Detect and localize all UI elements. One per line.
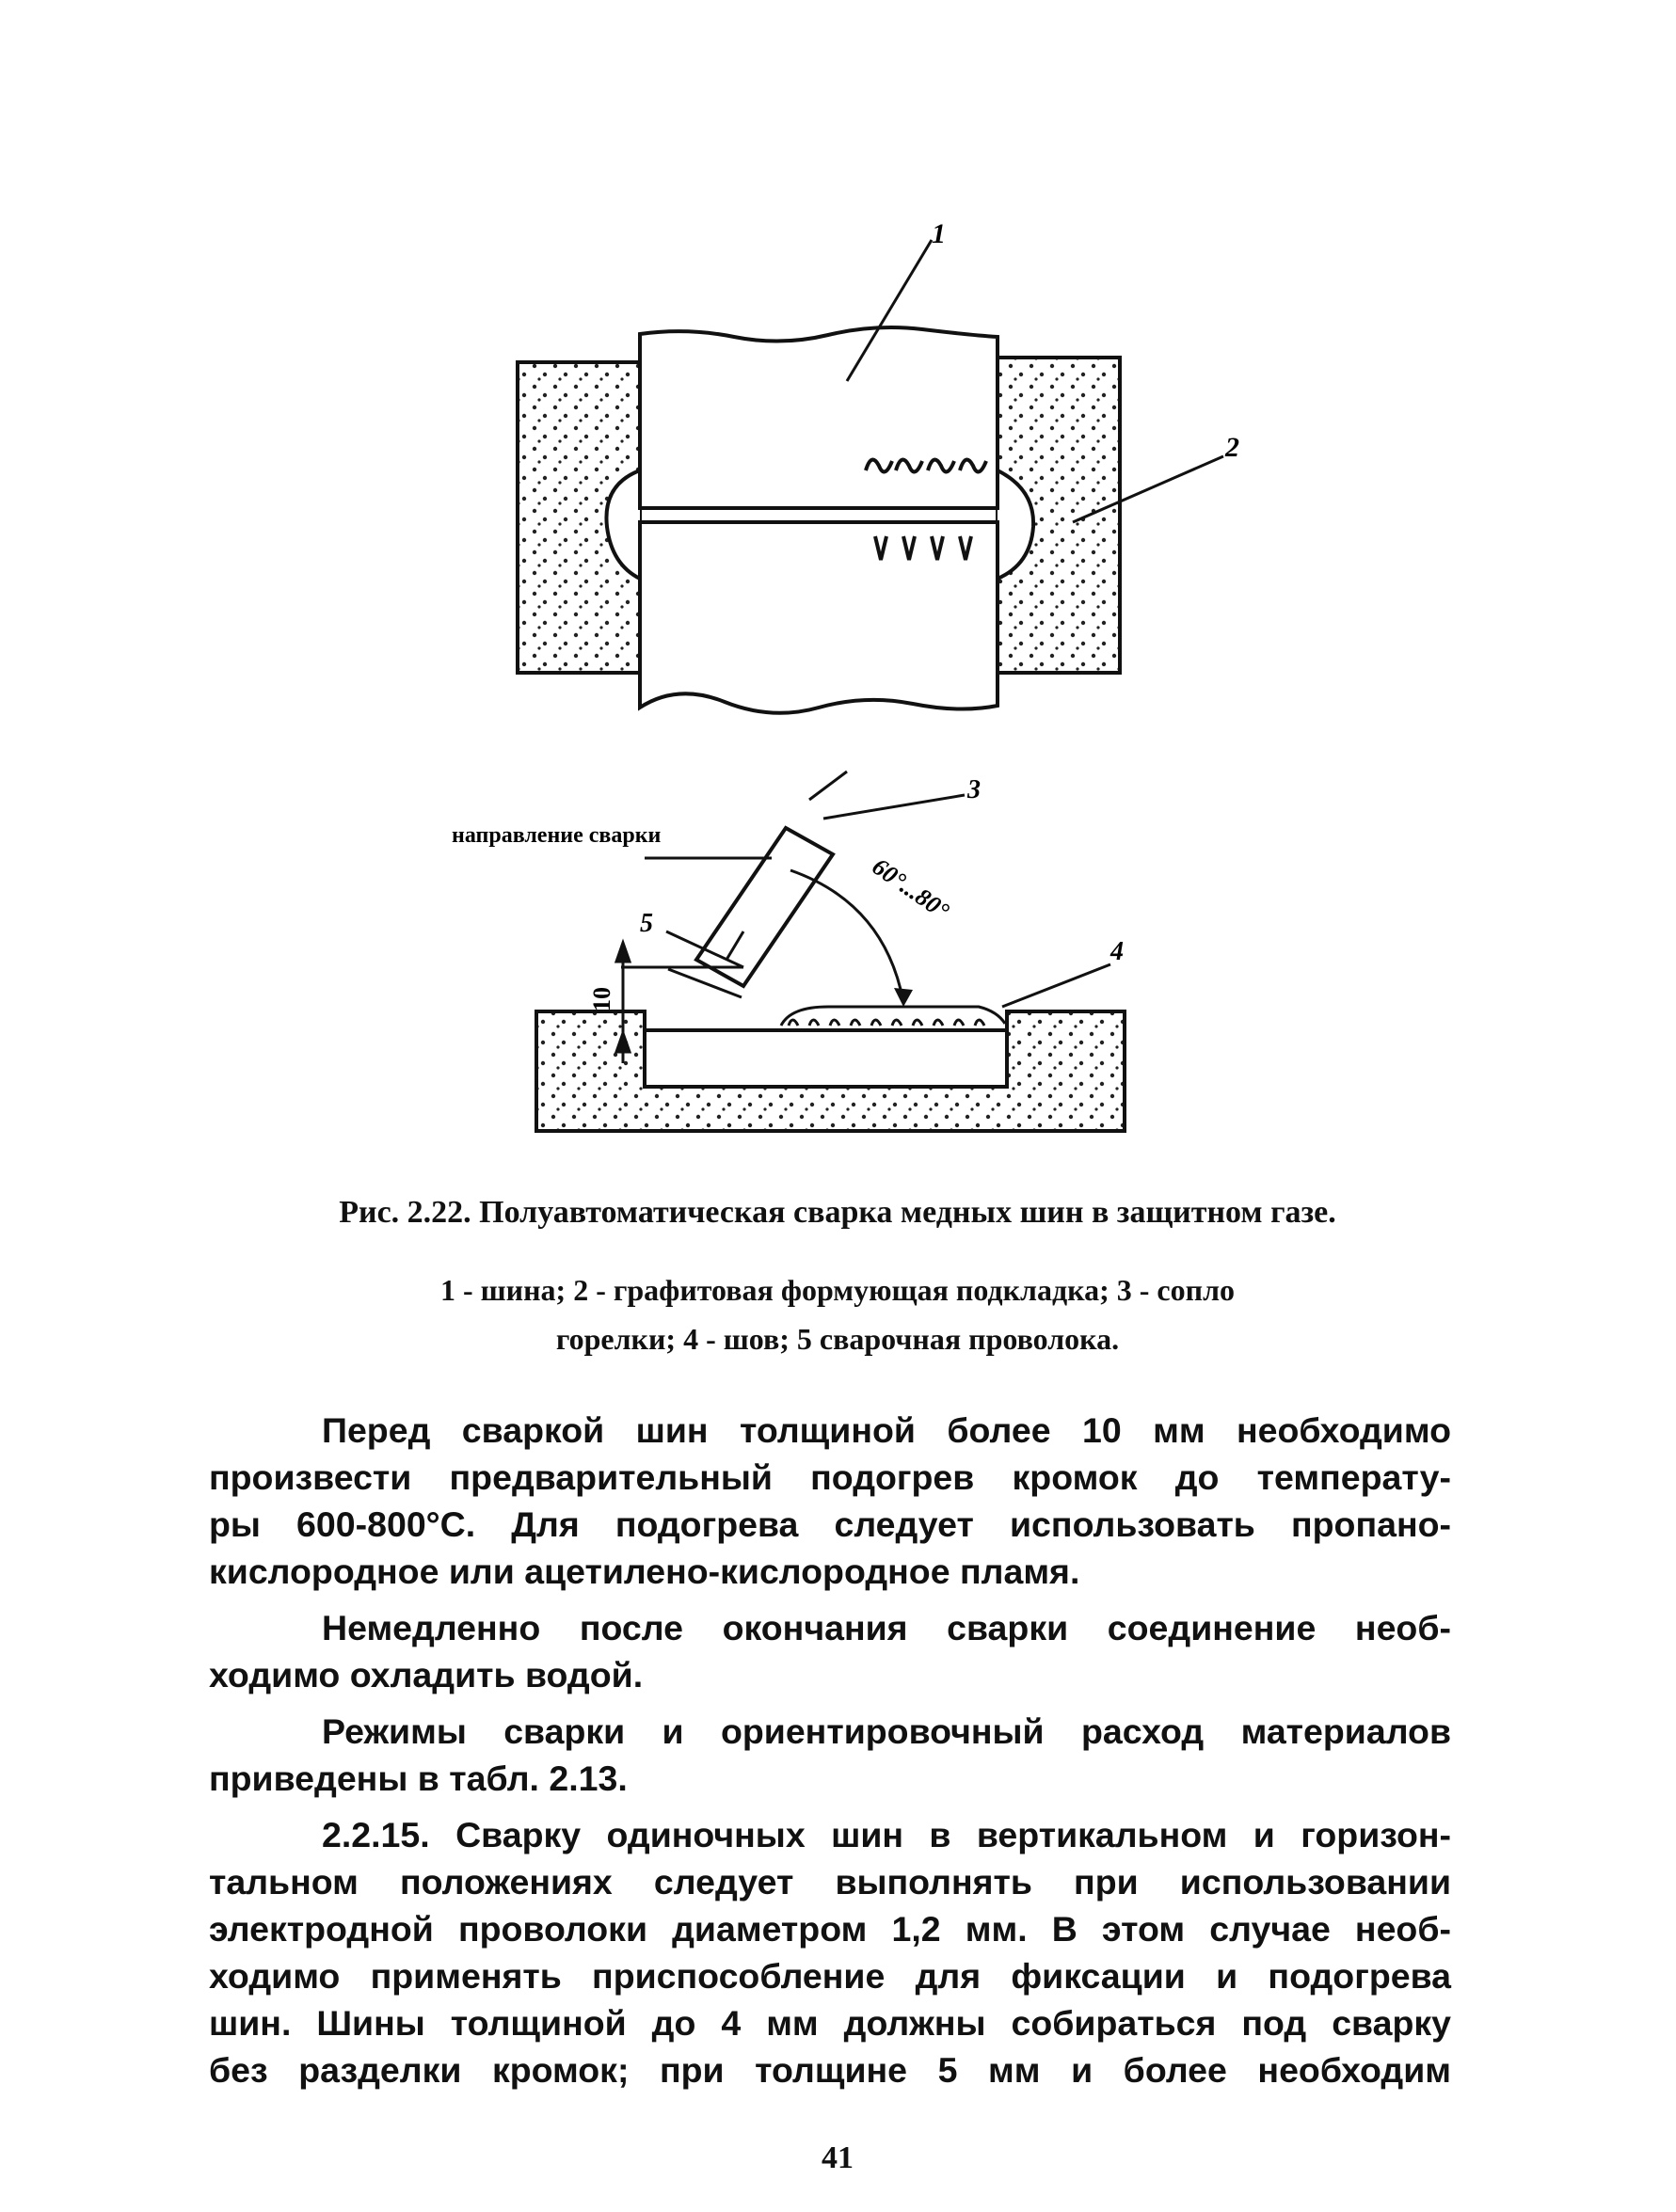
text-line: приведены в табл. 2.13. bbox=[209, 1758, 628, 1798]
text-line: 2.2.15. Сварку одиночных шин в вертикальном и горизон- bbox=[322, 1815, 1451, 1854]
legend-line-2: горелки; 4 - шов; 5 сварочная проволока. bbox=[555, 1322, 1120, 1356]
legend-line-1: 1 - шина; 2 - графитовая формующая подкладка; 3 - сопло bbox=[439, 1273, 1236, 1307]
label-bar: 1 bbox=[932, 218, 946, 249]
text-line: ходимо охладить водой. bbox=[209, 1655, 644, 1695]
page-number: 41 bbox=[822, 2140, 854, 2175]
figure-bottom-section-view bbox=[452, 775, 1167, 1157]
bus-bar-lower bbox=[640, 522, 998, 713]
text-line: ры 600-800°С. Для подогрева следует использовать пропано- bbox=[209, 1504, 1451, 1544]
torch-nozzle bbox=[696, 772, 847, 986]
text-line: тальном положениях следует выполнять при использовании bbox=[209, 1862, 1451, 1902]
label-height: 10 bbox=[588, 987, 615, 1011]
text-line: электродной проволоки диаметром 1,2 мм. В этом случае необ- bbox=[209, 1909, 1451, 1949]
text-line: без разделки кромок; при толщине 5 мм и более необходим bbox=[209, 2050, 1451, 2090]
bus-bar-section bbox=[645, 1030, 1007, 1087]
paragraph-2 bbox=[209, 1604, 1451, 1698]
body-text bbox=[209, 1407, 1451, 2103]
figure-caption-title: Рис. 2.22. Полуавтоматическая сварка медных шин в защитном газе. bbox=[339, 1195, 1336, 1230]
bus-bar-upper bbox=[640, 327, 998, 508]
text-line: шин. Шины толщиной до 4 мм должны собираться под сварку bbox=[209, 2003, 1451, 2043]
text-line: Перед сваркой шин толщиной более 10 мм необходимо bbox=[322, 1410, 1451, 1450]
paragraph-3 bbox=[209, 1708, 1451, 1802]
text-line: кислородное или ацетилено-кислородное пламя. bbox=[209, 1552, 1080, 1591]
paragraph-1 bbox=[209, 1407, 1451, 1595]
text-line: Режимы сварки и ориентировочный расход материалов bbox=[322, 1711, 1451, 1751]
text-line: произвести предварительный подогрев кромок до температу- bbox=[209, 1457, 1451, 1497]
label-angle: 60°...80° bbox=[867, 852, 954, 925]
label-pad: 2 bbox=[1225, 432, 1239, 463]
label-seam: 4 bbox=[1110, 937, 1124, 966]
text-line: Немедленно после окончания сварки соединение необ- bbox=[322, 1608, 1451, 1647]
weld-seam bbox=[781, 1007, 1005, 1026]
label-nozzle: 3 bbox=[967, 775, 981, 804]
figure-top-plan-view bbox=[489, 216, 1261, 743]
label-direction: направление сварки bbox=[452, 823, 662, 848]
paragraph-4 bbox=[209, 1811, 1451, 2093]
dimension-height bbox=[616, 943, 630, 1063]
text-line: ходимо применять приспособление для фиксации и подогрева bbox=[209, 1956, 1451, 1996]
figure-caption-legend bbox=[188, 1265, 1487, 1363]
label-wire: 5 bbox=[640, 909, 653, 938]
